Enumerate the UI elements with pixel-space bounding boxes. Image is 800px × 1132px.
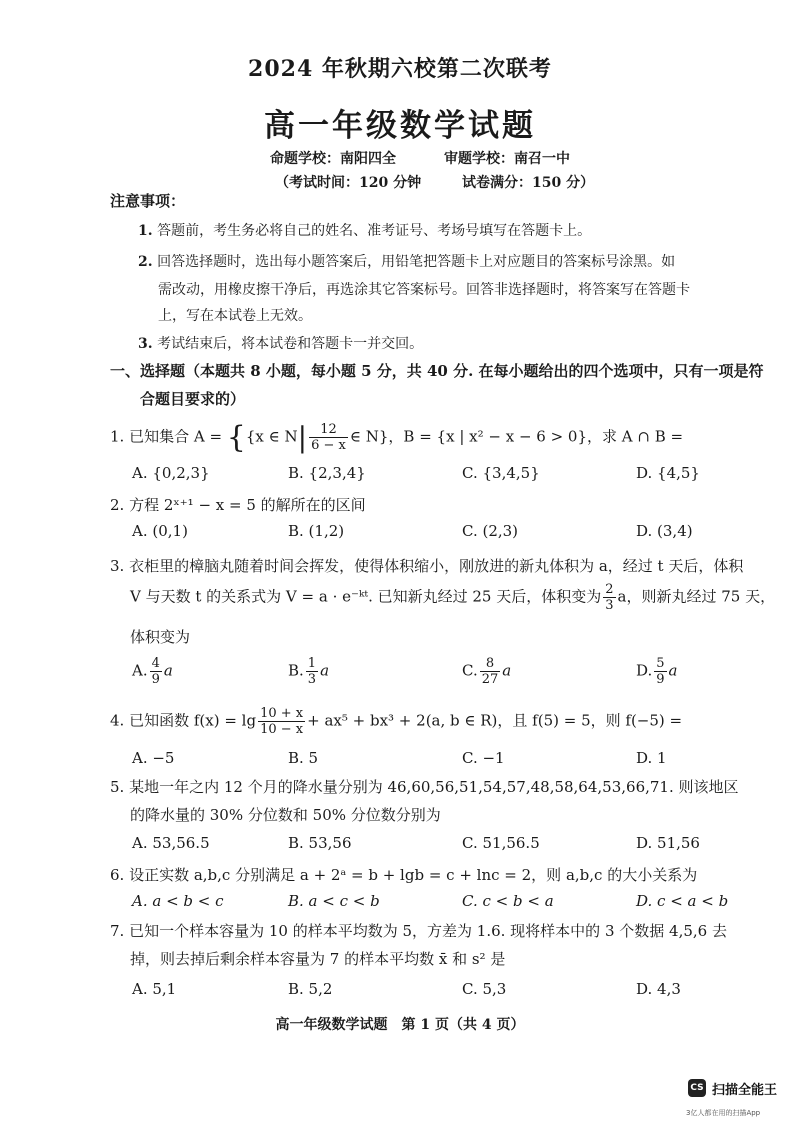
note-text: 需改动，用橡皮擦干净后，再选涂其它答案标号。回答非选择题时，将答案写在答题卡 [158,282,690,298]
option-b: B. 53,56 [288,834,352,852]
question-text: + ax⁵ + bx³ + 2(a, b ∈ R)，且 f(5) = 5，则 f(−5) = [307,711,683,730]
question-3-line3: 体积变为 [130,628,191,646]
option-suffix: a [668,661,678,680]
section-heading: 一、选择题（本题共 8 小题，每小题 5 分，共 40 分. 在每小题给出的四个选项中，只有一项是符 [110,362,764,380]
note-text: 回答选择题时，选出每小题答案后，用铅笔把答题卡上对应题目的答案标号涂黑。如 [157,254,676,270]
question-text: a，则新丸经过 75 天， [617,587,776,606]
option-suffix: a [320,661,330,680]
note-text: 上，写在本试卷上无效。 [158,308,312,324]
question-5: 5. 某地一年之内 12 个月的降水量分别为 46,60,56,51,54,57,48,58,64,53,66,71. 则该地区 [110,778,739,796]
option-b: B. a < c < b [288,892,380,910]
fraction [306,656,318,687]
fraction-denominator: 27 [481,672,499,687]
question-4 [110,706,682,737]
question-7-line2: 掉，则去掉后剩余样本容量为 7 的样本平均数 x̄ 和 s² 是 [130,950,506,968]
option-b: B. 5 [288,749,319,767]
note-number: 1. [138,223,153,239]
fraction [258,706,305,737]
option-d [636,656,678,687]
option-a: A. a < b < c [132,892,224,910]
fraction-numerator: 12 [309,422,348,438]
exam-duration: （考试时间：120 分钟 [275,175,422,191]
option-d: D. (3,4) [636,522,693,540]
option-suffix: a [502,661,512,680]
option-a: A. {0,2,3} [132,464,210,482]
option-a: A. −5 [132,749,175,767]
option-c: C. −1 [462,749,505,767]
note-text: 考试结束后，将本试卷和答题卡一并交回。 [157,336,424,352]
option-d: D. 4,3 [636,980,681,998]
question-6: 6. 设正实数 a,b,c 分别满足 a + 2ᵃ = b + lgb = c + lnc = 2，则 a,b,c 的大小关系为 [110,866,698,884]
option-label: C. [462,661,478,680]
page-footer: 高一年级数学试题 第 1 页（共 4 页） [275,1017,525,1033]
option-b [288,656,329,687]
note-number: 3. [138,336,153,352]
fraction-denominator: 10 − x [260,722,304,737]
option-a: A. 53,56.5 [132,834,210,852]
option-a: A. 5,1 [132,980,177,998]
scanner-app-name: 扫描全能王 [712,1083,778,1098]
option-b: B. 5,2 [288,980,333,998]
question-7: 7. 已知一个样本容量为 10 的样本平均数为 5，方差为 1.6. 现将样本中的 3 个数据 4,5,6 去 [110,922,727,940]
question-3-line2 [130,582,775,613]
fraction-numerator: 10 + x [260,706,304,721]
fraction-numerator: 8 [480,656,501,672]
question-text: ，B = {x | x² − x − 6 > 0}，求 A ∩ B = [388,427,684,446]
question-1 [110,420,683,455]
question-5-line2: 的降水量的 30% 分位数和 50% 分位数分别为 [130,806,441,824]
note-item [138,333,423,353]
setter-school: 命题学校：南阳四全 [270,151,396,167]
note-number: 2. [138,254,153,270]
question-text: 1. 已知集合 A = [110,427,227,446]
question-text: 4. 已知函数 f(x) = lg [110,711,257,730]
option-label: D. [636,661,653,680]
fraction-numerator: 4 [151,656,160,671]
set-a-right: ∈ N} [349,427,389,446]
reviewer-school: 审题学校：南召一中 [444,151,570,167]
question-text: V 与天数 t 的关系式为 V = a · e⁻ᵏᵗ. 已知新丸经过 25 天后，体积变为 [130,587,602,606]
fraction-numerator: 1 [307,656,317,671]
scanner-logo-icon: CS [688,1079,706,1097]
option-d: D. 1 [636,749,667,767]
option-c: C. {3,4,5} [462,464,540,482]
option-c: C. c < b < a [462,892,554,910]
set-a-left: {x ∈ N [245,427,298,446]
brace: { [226,420,246,455]
option-c: C. 51,56.5 [462,834,540,852]
option-b: B. (1,2) [288,522,345,540]
note-item [138,220,591,240]
option-d: D. c < a < b [636,892,729,910]
fraction-denominator: 3 [605,598,614,613]
fraction-numerator: 5 [656,656,665,671]
option-d: D. 51,56 [636,834,700,852]
notes-heading: 注意事项： [110,192,186,210]
question-2: 2. 方程 2ˣ⁺¹ − x = 5 的解所在的区间 [110,496,366,514]
option-a [132,656,173,687]
option-b: B. {2,3,4} [288,464,366,482]
option-c: C. (2,3) [462,522,519,540]
exam-total-score: 试卷满分：150 分） [462,175,595,191]
option-label: A. [132,661,148,680]
fraction [480,656,501,687]
exam-series-title: 2024 年秋期六校第二次联考 [248,56,552,82]
fraction [654,656,666,687]
option-suffix: a [163,661,173,680]
fraction-denominator: 9 [151,672,160,687]
divider-bar: | [297,421,308,454]
fraction-denominator: 3 [307,672,317,687]
section-heading-cont: 合题目要求的） [140,390,246,408]
option-c [462,656,511,687]
note-text: 答题前，考生务必将自己的姓名、准考证号、考场号填写在答题卡上。 [157,223,592,239]
note-item [138,251,675,271]
question-3: 3. 衣柜里的樟脑丸随着时间会挥发，使得体积缩小，刚放进的新丸体积为 a，经过 t 天后，体积 [110,557,744,575]
option-a: A. (0,1) [132,522,188,540]
fraction [309,422,348,453]
option-d: D. {4,5} [636,464,700,482]
option-label: B. [288,661,304,680]
option-c: C. 5,3 [462,980,507,998]
fraction [603,582,615,613]
fraction-numerator: 2 [605,582,614,597]
exam-title: 高一年级数学试题 [264,108,536,144]
fraction-denominator: 6 − x [311,438,346,453]
scanner-app-tagline: 3亿人都在用的扫描App [686,1109,761,1117]
fraction-denominator: 9 [656,672,665,687]
fraction [150,656,162,687]
